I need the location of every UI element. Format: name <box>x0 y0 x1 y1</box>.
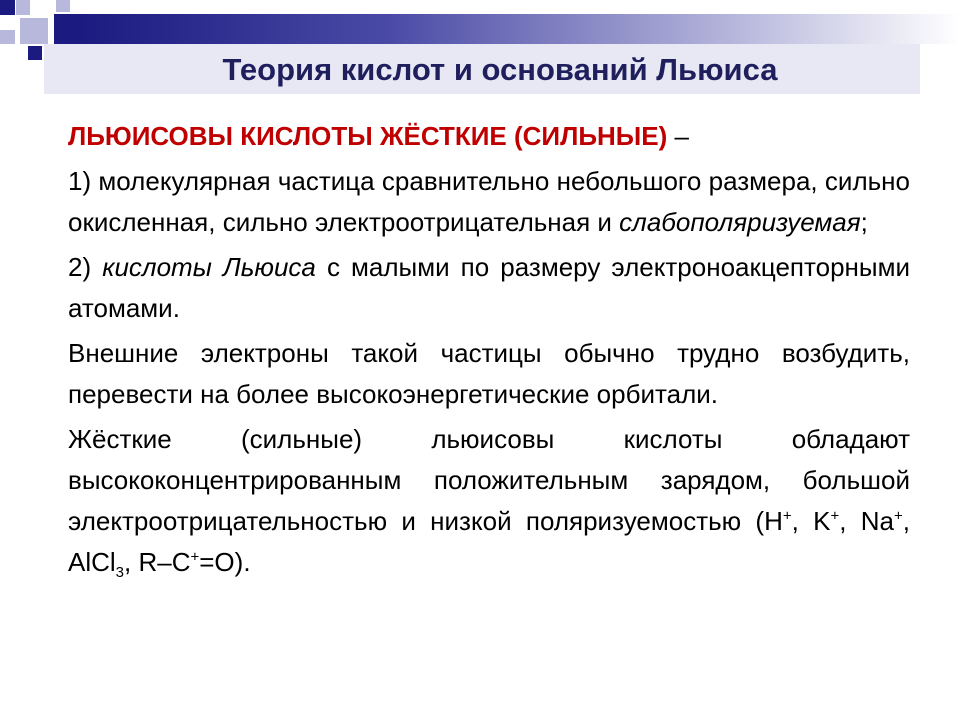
heading-dash: – <box>667 121 689 151</box>
formula-k: K <box>813 506 831 536</box>
paragraph-2 <box>68 247 910 329</box>
decor-square <box>56 0 70 12</box>
decor-square <box>20 18 48 44</box>
formula-sep: , <box>839 506 861 536</box>
charge-plus: + <box>894 507 903 525</box>
formula-sep: , <box>902 506 910 536</box>
formula-r-c: R–C <box>138 547 191 577</box>
paragraph-4 <box>68 419 910 583</box>
p2-italic: кислоты Льюиса <box>102 252 316 282</box>
decor-square <box>54 14 80 44</box>
formula-sep: , <box>124 547 139 577</box>
decor-square <box>0 30 15 44</box>
paragraph-heading <box>68 116 910 157</box>
p1-end: ; <box>860 207 868 237</box>
slide-content <box>68 116 910 587</box>
paragraph-1 <box>68 161 910 243</box>
formula-alcl: AlCl <box>68 547 116 577</box>
p4-text: Жёсткие (сильные) льюисовы кислоты обладают высококонцентрированным положительным зарядом, большой электроотрицательностью и низкой поляризуемостью ( <box>68 424 910 536</box>
charge-plus: + <box>830 507 840 525</box>
p2-start: 2) <box>68 252 103 282</box>
formula-o-end: =O). <box>199 547 251 577</box>
decor-square <box>28 46 42 60</box>
slide-title: Теория кислот и оснований Льюиса <box>222 52 778 87</box>
formula-sep: , <box>791 506 814 536</box>
formula-na: Na <box>860 506 894 536</box>
p2-text: с малыми по размеру электроноакцепторными атомами. <box>68 252 910 323</box>
charge-plus: + <box>782 507 792 525</box>
decor-square <box>16 0 30 15</box>
formula-subscript: 3 <box>115 564 125 582</box>
p1-italic: слабополяризуемая <box>619 207 861 237</box>
decor-square <box>0 0 15 15</box>
p1-text: 1) молекулярная частица сравнительно небольшого размера, сильно окисленная, сильно электроотрицательная и <box>68 166 910 237</box>
paragraph-3: Внешние электроны такой частицы обычно трудно возбудить, перевести на более высокоэнергетические орбитали. <box>68 338 910 409</box>
formula-h: H <box>764 506 783 536</box>
header-bar <box>80 14 960 44</box>
heading-text: ЛЬЮИСОВЫ КИСЛОТЫ ЖЁСТКИЕ (СИЛЬНЫЕ) <box>68 121 668 151</box>
charge-plus: + <box>190 548 200 566</box>
